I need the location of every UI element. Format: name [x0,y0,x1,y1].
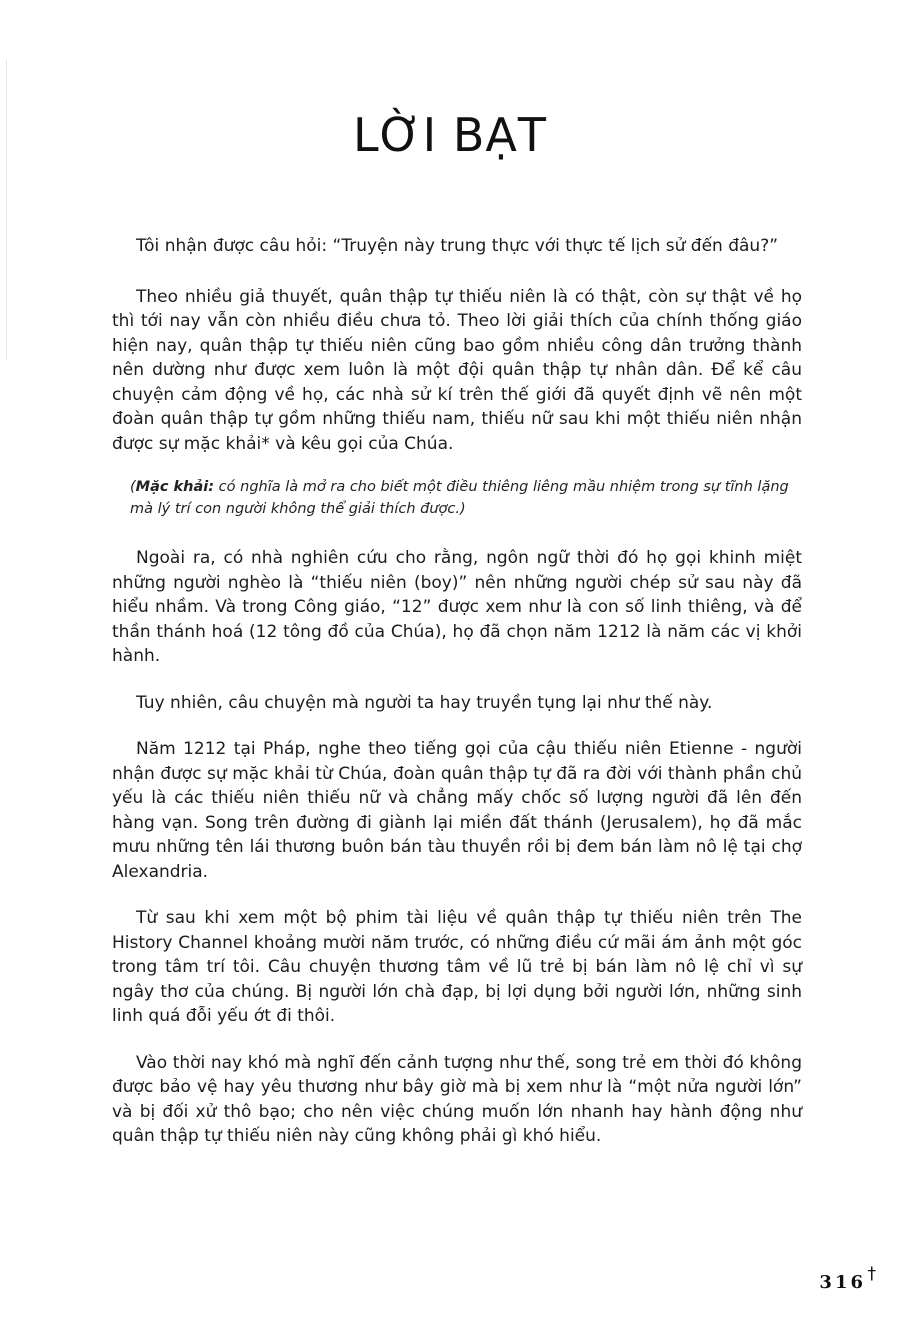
paragraph-hypotheses: Theo nhiều giả thuyết, quân thập tự thiếu niên là có thật, còn sự thật về họ thì tới nay vẫn còn nhiều điều chưa tỏ. Theo lời giải thích của chính thống giáo hiện nay, quân thập tự thiếu niên cũng bao gồm nhiều công dân trưởng thành nên dường như được xem luôn là một đội quân thập tự nhân dân. Để kể câu chuyện cảm động về họ, các nhà sử kí trên thế giới đã quyết định vẽ nên một đoàn quân thập tự gồm những thiếu nam, thiếu nữ sau khi một thiếu niên nhận được sự mặc khải* và kêu gọi của Chúa. [112,286,802,454]
afterword-body [112,234,802,1171]
cross-icon: † [867,1264,876,1284]
paragraph-research: Ngoài ra, có nhà nghiên cứu cho rằng, ngôn ngữ thời đó họ gọi khinh miệt những người nghèo là “thiếu niên (boy)” nên những người chép sử sau này đã hiểu nhầm. Và trong Công giáo, “12” được xem như là con số linh thiêng, và để thần thánh hoá (12 tông đồ của Chúa), họ đã chọn năm 1212 là năm các vị khởi hành. [112,548,802,666]
paragraph-documentary: Từ sau khi xem một bộ phim tài liệu về quân thập tự thiếu niên trên The History Channel khoảng mười năm trước, có những điều cứ mãi ám ảnh một góc trong tâm trí tôi. Câu chuyện thương tâm về lũ trẻ bị bán làm nô lệ chỉ vì sự ngây thơ của chúng. Bị người lớn chà đạp, bị lợi dụng bởi người lớn, những sinh linh quá đỗi yếu ớt đi thôi. [112,908,802,1026]
paragraph-however: Tuy nhiên, câu chuyện mà người ta hay truyền tụng lại như thế này. [136,692,713,713]
footnote-revelation [112,476,802,520]
paragraph-nowadays: Vào thời nay khó mà nghĩ đến cảnh tượng như thế, song trẻ em thời đó không được bảo vệ hay yêu thương như bây giờ mà bị xem như là “một nửa người lớn” và bị đối xử thô bạo; cho nên việc chúng muốn lớn nhanh hay hành động như quân thập tự thiếu niên này cũng không phải gì khó hiểu. [112,1052,802,1146]
footnote-open-paren: ( [130,479,136,495]
paragraph-1212: Năm 1212 tại Pháp, nghe theo tiếng gọi của cậu thiếu niên Etienne - người nhận được sự mặc khải từ Chúa, đoàn quân thập tự đã ra đời với thành phần chủ yếu là các thiếu niên thiếu nữ và chẳng mấy chốc số lượng người đã lên đến hàng vạn. Song trên đường đi giành lại miền đất thánh (Jerusalem), họ đã mắc mưu những tên lái thương buôn bán tàu thuyền rồi bị đem bán làm nô lệ tại chợ Alexandria. [112,739,802,882]
paragraph-question: Tôi nhận được câu hỏi: “Truyện này trung thực với thực tế lịch sử đến đâu?” [136,236,779,256]
page-title: LỜI BẠT [353,108,547,162]
page-edge-mark [6,60,7,360]
page-number: 316 [819,1272,866,1293]
footnote-text: có nghĩa là mở ra cho biết một điều thiêng liêng mầu nhiệm trong sự tĩnh lặng mà lý trí con người không thể giải thích được.) [130,479,789,517]
footnote-term: Mặc khải: [135,479,215,495]
